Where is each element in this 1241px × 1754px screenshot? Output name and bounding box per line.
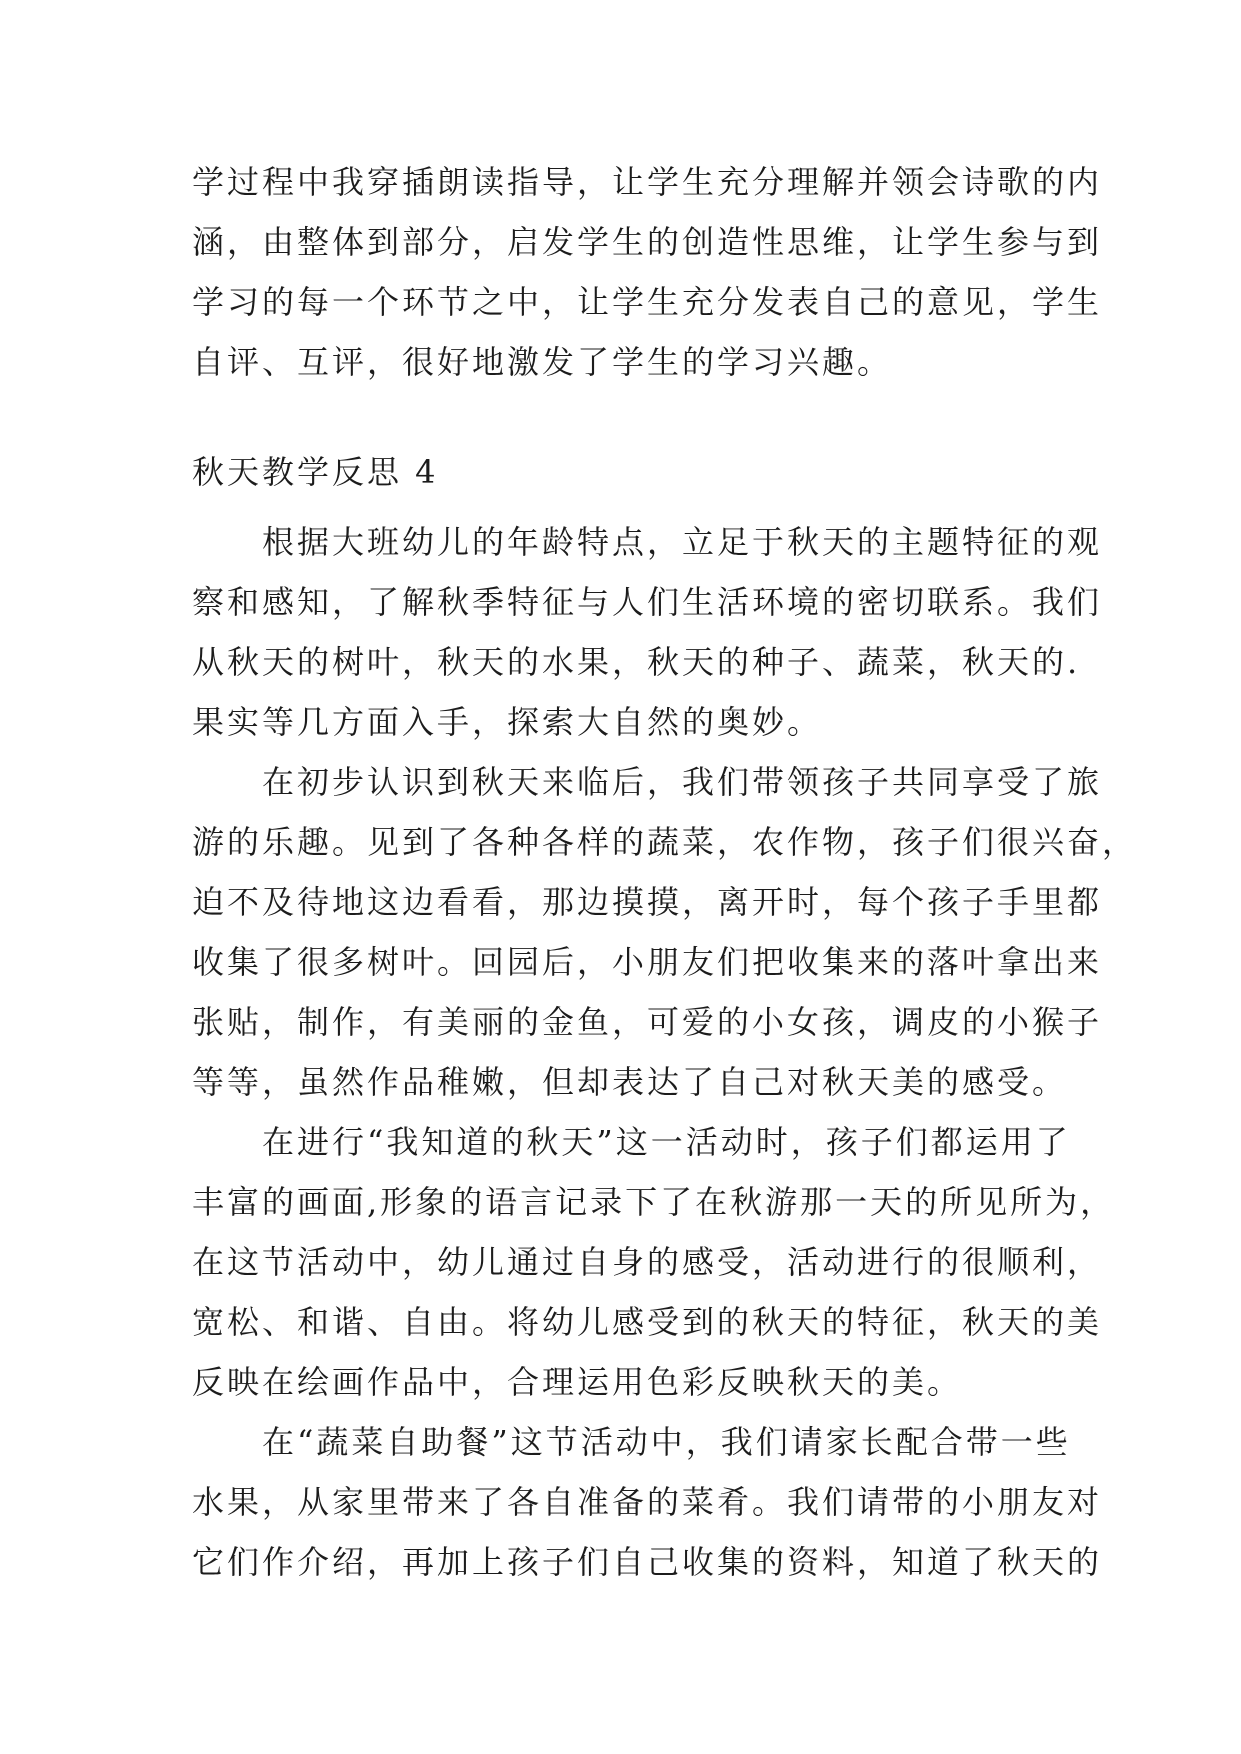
text-line: 张贴，制作，有美丽的金鱼，可爱的小女孩，调皮的小猴子 [192,1003,1103,1041]
paragraph [192,512,1103,752]
paragraph-continued [192,152,1103,392]
text-line: 察和感知，了解秋季特征与人们生活环境的密切联系。我们 [192,583,1103,621]
paragraph [192,1112,1116,1412]
text-line: 丰富的画面,形象的语言记录下了在秋游那一天的所见所为， [192,1183,1116,1221]
text-line: 果实等几方面入手，探索大自然的奥妙。 [192,703,823,741]
text-line: 收集了很多树叶。回园后，小朋友们把收集来的落叶拿出来 [192,943,1103,981]
text-line: 在这节活动中，幼儿通过自身的感受，活动进行的很顺利， [192,1243,1103,1281]
text-line: 从秋天的树叶，秋天的水果，秋天的种子、蔬菜，秋天的. [192,643,1081,681]
text-line: 根据大班幼儿的年龄特点，立足于秋天的主题特征的观 [192,523,1103,561]
section-spacer [192,392,1054,442]
paragraph [192,1412,1103,1592]
text-line: 反映在绘画作品中，合理运用色彩反映秋天的美。 [192,1363,963,1401]
text-line: 涵，由整体到部分，启发学生的创造性思维，让学生参与到 [192,223,1103,261]
document-body [192,152,1138,1592]
text-line: 学过程中我穿插朗读指导，让学生充分理解并领会诗歌的内 [192,163,1103,201]
text-line: 游的乐趣。见到了各种各样的蔬菜，农作物，孩子们很兴奋， [192,823,1138,861]
text-line: 宽松、和谐、自由。将幼儿感受到的秋天的特征，秋天的美 [192,1303,1103,1341]
text-line: 自评、互评，很好地激发了学生的学习兴趣。 [192,343,893,381]
paragraph [192,752,1138,1112]
text-line: 迫不及待地这边看看，那边摸摸，离开时，每个孩子手里都 [192,883,1103,921]
text-line: 水果，从家里带来了各自准备的菜肴。我们请带的小朋友对 [192,1483,1103,1521]
text-line: 在进行“我知道的秋天”这一活动时，孩子们都运用了 [192,1123,1071,1161]
text-line: 学习的每一个环节之中，让学生充分发表自己的意见，学生 [192,283,1103,321]
text-line: 它们作介绍，再加上孩子们自己收集的资料，知道了秋天的 [192,1543,1103,1581]
text-line: 等等，虽然作品稚嫩，但却表达了自己对秋天美的感受。 [192,1063,1068,1101]
text-line: 在“蔬菜自助餐”这节活动中，我们请家长配合带一些 [192,1423,1071,1461]
text-line: 在初步认识到秋天来临后，我们带领孩子共同享受了旅 [192,763,1103,801]
section-title: 秋天教学反思 4 [192,453,439,491]
